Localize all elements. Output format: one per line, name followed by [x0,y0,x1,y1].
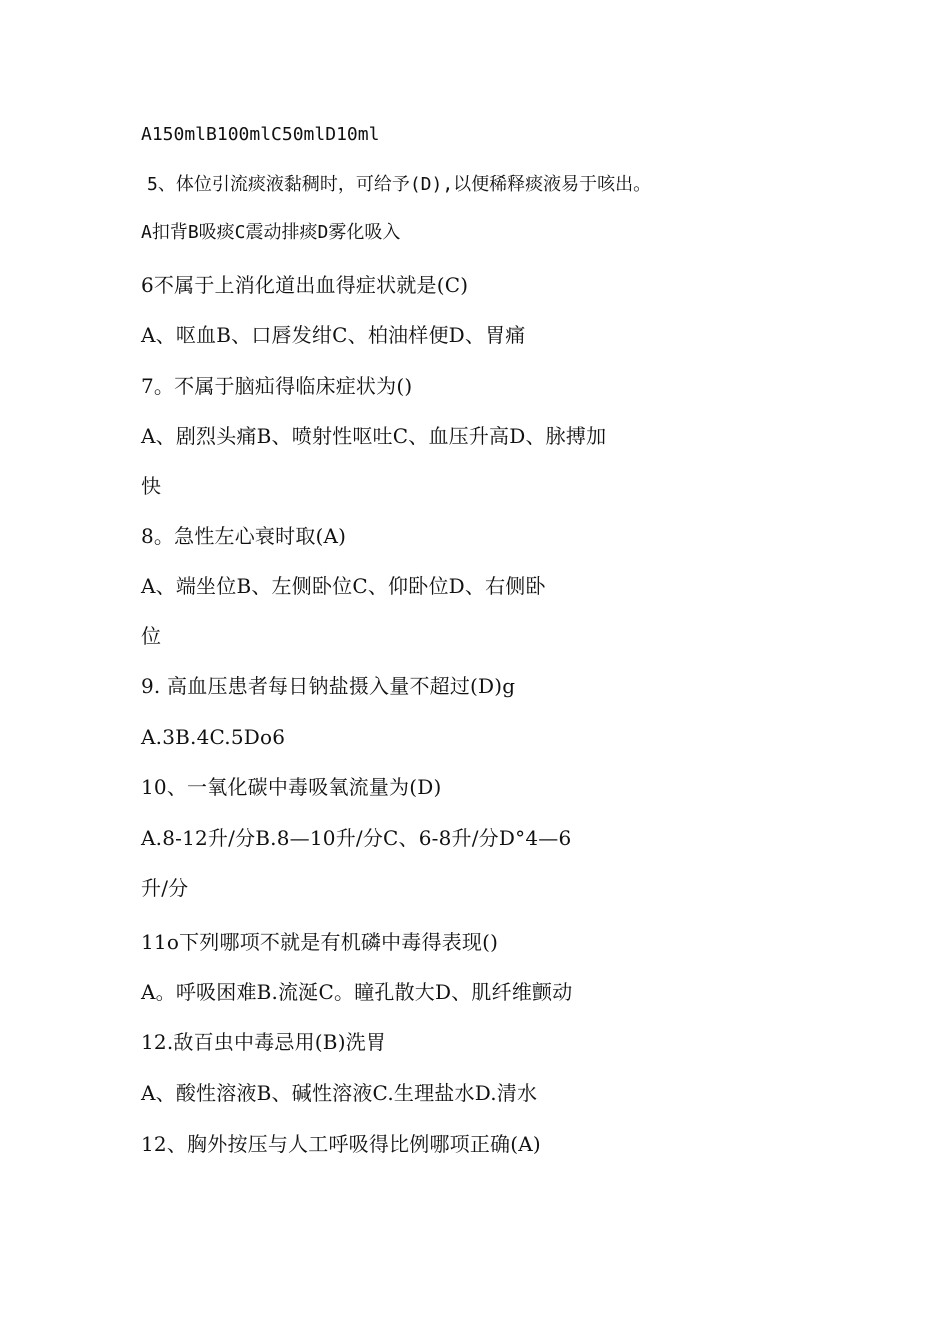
question-6: 6不属于上消化道出血得症状就是(C) [141,273,469,297]
option-line-q11: A。呼吸困难B.流涎C。瞳孔散大D、肌纤维颤动 [141,980,573,1004]
option-line-q9: A.3B.4C.5Do6 [141,725,286,749]
option-line-q12: A、酸性溶液B、碱性溶液C.生理盐水D.清水 [141,1081,538,1105]
option-line-q8-cont: 位 [141,624,162,648]
question-5: 5、体位引流痰液黏稠时，可给予(D),以便稀释痰液易于咳出。 [147,174,652,195]
question-10: 10、一氧化碳中毒吸氧流量为(D) [141,775,442,799]
option-line-q7: A、剧烈头痛B、喷射性呕吐C、血压升高D、脉搏加 [141,424,607,448]
option-line-q7-cont: 快 [141,474,162,498]
option-line-q10-cont: 升/分 [141,876,189,900]
question-12b: 12、胸外按压与人工呼吸得比例哪项正确(A) [141,1132,541,1156]
option-line-q6: A、呕血B、口唇发绀C、柏油样便D、胃痛 [141,323,526,347]
question-9: 9. 高血压患者每日钠盐摄入量不超过(D)g [141,674,516,698]
question-8: 8。急性左心衰时取(A) [141,524,347,548]
option-line-q5: A扣背B吸痰C震动排痰D雾化吸入 [141,222,401,243]
option-line-q8: A、端坐位B、左侧卧位C、仰卧位D、右侧卧 [141,574,546,598]
question-11: 11o下列哪项不就是有机磷中毒得表现() [141,930,499,954]
option-line-q4: A150mlB100mlC50mlD10ml [141,124,380,145]
question-12: 12.敌百虫中毒忌用(B)洗胃 [141,1030,387,1054]
question-7: 7。不属于脑疝得临床症状为() [141,374,413,398]
option-line-q10: A.8-12升/分B.8—10升/分C、6-8升/分D°4—6 [141,826,572,850]
